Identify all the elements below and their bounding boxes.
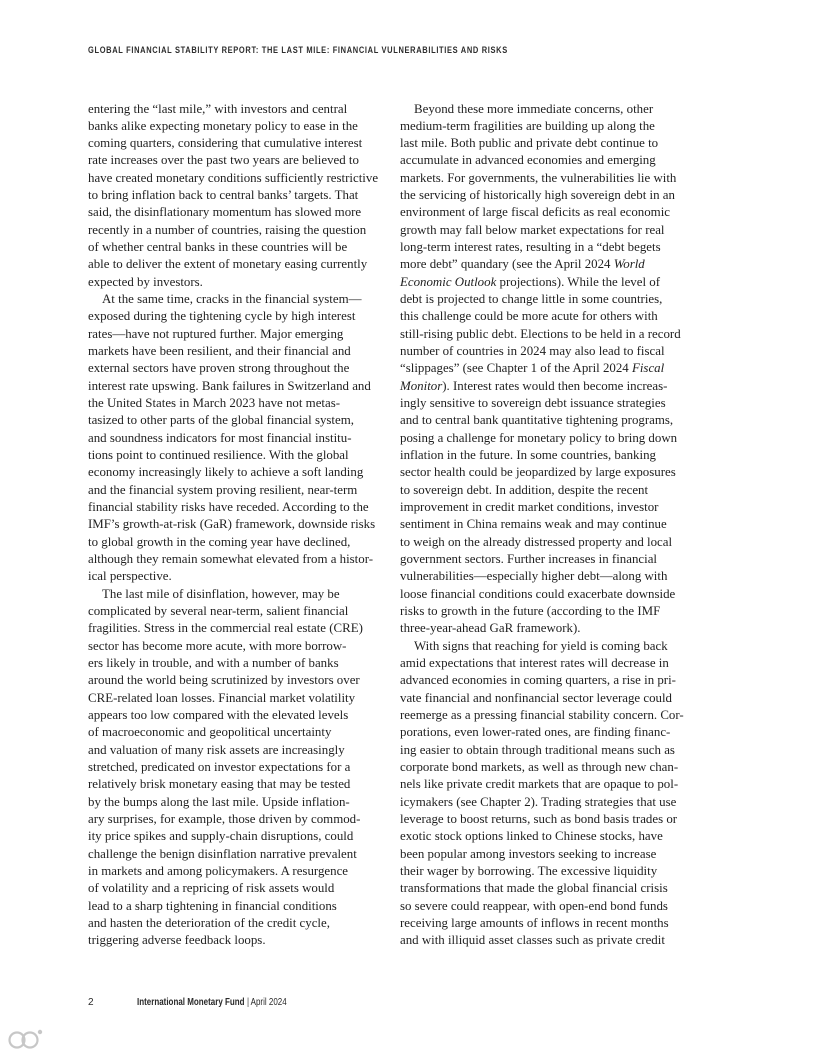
line-text: debt is projected to change little in some countries,	[400, 292, 663, 307]
text-line	[400, 239, 692, 256]
text-line	[400, 742, 692, 759]
text-line	[400, 638, 692, 655]
line-text: leverage to boost returns, such as bond basis trades or	[400, 811, 678, 826]
footer-imprint	[137, 997, 287, 1009]
text-line	[400, 932, 692, 949]
line-text: and hasten the deterioration of the credit cycle,	[88, 915, 330, 930]
line-text: around the world being scrutinized by investors over	[88, 673, 360, 688]
line-text: financial stability risks have receded. According to the	[88, 500, 369, 515]
line-text: still-rising public debt. Elections to be held in a record	[400, 326, 681, 341]
line-text: have created monetary conditions sufficiently restrictive	[88, 170, 379, 185]
line-text: rate increases over the past two years are believed to	[88, 153, 359, 168]
text-line	[88, 880, 380, 897]
line-text: to global growth in the coming year have declined,	[88, 534, 351, 549]
text-line	[88, 360, 380, 377]
text-line	[400, 482, 692, 499]
text-line	[400, 672, 692, 689]
text-line	[400, 360, 692, 377]
text-line	[88, 326, 380, 343]
italic-publication-title: Monitor	[400, 378, 443, 393]
text-line	[400, 187, 692, 204]
line-text: exposed during the tightening cycle by high interest	[88, 309, 356, 324]
line-text: interest rate upswing. Bank failures in Switzerland and	[88, 378, 371, 393]
text-line	[88, 412, 380, 429]
line-text: environment of large fiscal deficits as real economic	[400, 205, 670, 220]
text-line	[400, 724, 692, 741]
text-line	[400, 101, 692, 118]
text-line	[88, 846, 380, 863]
text-line	[88, 170, 380, 187]
text-line	[88, 274, 380, 291]
text-line	[88, 308, 380, 325]
text-line	[400, 568, 692, 585]
text-line	[88, 724, 380, 741]
text-line	[88, 222, 380, 239]
line-text: CRE-related loan losses. Financial market volatility	[88, 690, 356, 705]
text-line	[400, 655, 692, 672]
line-text: markets. For governments, the vulnerabilities lie with	[400, 170, 677, 185]
line-text: of whether central banks in these countries will be	[88, 240, 348, 255]
line-text: loose financial conditions could exacerbate downside	[400, 586, 676, 601]
line-text: ). Interest rates would then become increas-	[442, 378, 668, 393]
text-line	[88, 586, 380, 603]
text-line	[88, 395, 380, 412]
text-line	[400, 620, 692, 637]
line-text: economy increasingly likely to achieve a soft landing	[88, 465, 364, 480]
line-text: reemerge as a pressing financial stability concern. Cor-	[400, 707, 684, 722]
text-line	[88, 828, 380, 845]
text-line	[400, 586, 692, 603]
line-text: challenge the benign disinflation narrative prevalent	[88, 846, 357, 861]
text-line	[88, 204, 380, 221]
line-text: porations, even lower-rated ones, are finding financ-	[400, 725, 671, 740]
line-text: number of countries in 2024 may also lead to fiscal	[400, 344, 665, 359]
line-text: rates—have not ruptured further. Major emerging	[88, 326, 344, 341]
text-line	[88, 672, 380, 689]
text-line	[400, 880, 692, 897]
italic-publication-title: World	[613, 257, 645, 272]
text-line	[400, 222, 692, 239]
line-text: ingly sensitive to sovereign debt issuance strategies	[400, 396, 666, 411]
text-line	[88, 655, 380, 672]
line-text: coming quarters, considering that cumulative interest	[88, 136, 363, 151]
paragraph	[88, 101, 380, 292]
paragraph	[400, 638, 692, 950]
line-text: stretched, predicated on investor expectations for a	[88, 759, 351, 774]
line-text: of volatility and a repricing of risk assets would	[88, 881, 335, 896]
line-text: ary surprises, for example, those driven by commod-	[88, 811, 361, 826]
line-text: vulnerabilities—especially higher debt—along with	[400, 569, 668, 584]
line-text: tions point to continued resilience. With the global	[88, 448, 349, 463]
watermark-logo	[6, 1026, 46, 1052]
line-text: At the same time, cracks in the financial system—	[102, 292, 362, 307]
running-header: GLOBAL FINANCIAL STABILITY REPORT: THE LAST MILE: FINANCIAL VULNERABILITIES AND RISKS	[88, 45, 508, 55]
text-line	[400, 759, 692, 776]
line-text: and with illiquid asset classes such as private credit	[400, 933, 665, 948]
line-text: ing easier to obtain through traditional means such as	[400, 742, 675, 757]
line-text: ical perspective.	[88, 569, 172, 584]
line-text: growth may fall below market expectations for real	[400, 222, 665, 237]
text-line	[400, 707, 692, 724]
line-text: said, the disinflationary momentum has slowed more	[88, 205, 362, 220]
line-text: inflation in the future. In some countries, banking	[400, 448, 656, 463]
text-line	[88, 915, 380, 932]
text-line	[400, 170, 692, 187]
text-line	[88, 482, 380, 499]
line-text: in markets and among policymakers. A resurgence	[88, 863, 349, 878]
line-text: of macroeconomic and geopolitical uncertainty	[88, 725, 332, 740]
line-text: able to deliver the extent of monetary easing currently	[88, 257, 368, 272]
text-line	[400, 430, 692, 447]
text-line	[88, 638, 380, 655]
line-text: projections). While the level of	[496, 274, 661, 289]
line-text: last mile. Both public and private debt continue to	[400, 136, 659, 151]
line-text: complicated by several near-term, salient financial	[88, 604, 349, 619]
line-text: receiving large amounts of inflows in recent months	[400, 915, 669, 930]
text-line	[88, 534, 380, 551]
line-text: icymakers (see Chapter 2). Trading strategies that use	[400, 794, 677, 809]
text-line	[88, 152, 380, 169]
text-line	[400, 256, 692, 273]
text-line	[88, 603, 380, 620]
line-text: this challenge could be more acute for others with	[400, 309, 658, 324]
text-line	[88, 568, 380, 585]
line-text: and soundness indicators for most financial institu-	[88, 430, 352, 445]
text-line	[400, 204, 692, 221]
line-text: markets have been resilient, and their financial and	[88, 344, 351, 359]
line-text: so severe could reappear, with open-end bond funds	[400, 898, 668, 913]
line-text: advanced economies in coming quarters, a rise in pri-	[400, 673, 676, 688]
line-text: long-term interest rates, resulting in a “debt begets	[400, 240, 661, 255]
line-text: accumulate in advanced economies and emerging	[400, 153, 656, 168]
line-text: ers likely in trouble, and with a number of banks	[88, 656, 339, 670]
text-line	[400, 378, 692, 395]
text-line	[88, 256, 380, 273]
text-line	[400, 828, 692, 845]
text-line	[400, 274, 692, 291]
line-text: nels like private credit markets that are opaque to pol-	[400, 777, 679, 792]
text-line	[88, 118, 380, 135]
text-line	[88, 776, 380, 793]
text-line	[400, 152, 692, 169]
text-line	[400, 690, 692, 707]
page-footer	[88, 997, 488, 1009]
line-text: sector health could be jeopardized by large exposures	[400, 465, 676, 480]
italic-publication-title: Fiscal	[631, 361, 665, 376]
line-text: posing a challenge for monetary policy to bring down	[400, 430, 678, 445]
text-line	[400, 395, 692, 412]
paragraph	[400, 101, 692, 638]
text-line	[88, 499, 380, 516]
text-line	[400, 776, 692, 793]
left-text-column	[88, 101, 380, 950]
text-line	[400, 863, 692, 880]
line-text: to weigh on the already distressed property and local	[400, 534, 673, 549]
text-line	[400, 308, 692, 325]
text-line	[88, 794, 380, 811]
text-line	[88, 863, 380, 880]
line-text: to sovereign debt. In addition, despite the recent	[400, 482, 649, 497]
text-line	[400, 603, 692, 620]
text-line	[88, 516, 380, 533]
line-text: banks alike expecting monetary policy to ease in the	[88, 118, 358, 133]
line-text: improvement in credit market conditions, investor	[400, 500, 659, 515]
line-text: recently in a number of countries, raising the question	[88, 222, 367, 237]
watermark-logo-icon	[6, 1026, 46, 1052]
text-line	[400, 499, 692, 516]
line-text: vate financial and nonfinancial sector leverage could	[400, 690, 673, 705]
line-text: to bring inflation back to central banks’ targets. That	[88, 188, 359, 203]
line-text: fragilities. Stress in the commercial real estate (CRE)	[88, 621, 363, 636]
line-text: and to central bank quantitative tightening programs,	[400, 413, 674, 428]
line-text: amid expectations that interest rates will decrease in	[400, 656, 669, 670]
text-line	[88, 378, 380, 395]
line-text: corporate bond markets, as well as through new chan-	[400, 759, 679, 774]
text-line	[88, 620, 380, 637]
text-line	[400, 464, 692, 481]
line-text: risks to growth in the future (according to the IMF	[400, 604, 661, 619]
publication-date: April 2024	[250, 997, 287, 1008]
line-text: medium-term fragilities are building up along the	[400, 118, 655, 133]
line-text: sector has become more acute, with more borrow-	[88, 638, 347, 653]
line-text: The last mile of disinflation, however, may be	[102, 586, 340, 601]
text-line	[400, 898, 692, 915]
text-line	[400, 915, 692, 932]
page-number: 2	[88, 997, 94, 1008]
right-text-column	[400, 101, 692, 950]
text-line	[88, 187, 380, 204]
text-line	[88, 932, 380, 949]
line-text: “slippages” (see Chapter 1 of the April 2024	[400, 361, 632, 376]
text-line	[88, 101, 380, 118]
line-text: With signs that reaching for yield is coming back	[414, 638, 668, 653]
line-text: the servicing of historically high sovereign debt in an	[400, 188, 675, 203]
text-line	[400, 326, 692, 343]
text-line	[88, 430, 380, 447]
text-line	[400, 135, 692, 152]
text-line	[88, 707, 380, 724]
text-line	[88, 447, 380, 464]
text-line	[88, 135, 380, 152]
line-text: IMF’s growth-at-risk (GaR) framework, downside risks	[88, 517, 376, 532]
line-text: three-year-ahead GaR framework).	[400, 621, 581, 636]
text-line	[88, 343, 380, 360]
text-line	[88, 759, 380, 776]
line-text: expected by investors.	[88, 274, 203, 289]
text-line	[88, 690, 380, 707]
text-line	[88, 742, 380, 759]
line-text: tasized to other parts of the global financial system,	[88, 413, 354, 428]
line-text: external sectors have proven strong throughout the	[88, 361, 350, 376]
paragraph	[88, 586, 380, 950]
line-text: been popular among investors seeking to increase	[400, 846, 657, 861]
line-text: Beyond these more immediate concerns, other	[414, 101, 654, 116]
text-line	[88, 898, 380, 915]
line-text: exotic stock options linked to Chinese stocks, have	[400, 829, 663, 844]
line-text: the United States in March 2023 have not metas-	[88, 396, 341, 411]
text-line	[400, 551, 692, 568]
text-line	[400, 516, 692, 533]
line-text: by the bumps along the last mile. Upside inflation-	[88, 794, 350, 809]
paragraph	[88, 291, 380, 586]
text-line	[400, 447, 692, 464]
text-line	[88, 291, 380, 308]
text-line	[400, 118, 692, 135]
text-line	[88, 239, 380, 256]
text-line	[400, 343, 692, 360]
line-text: their wager by borrowing. The excessive liquidity	[400, 863, 658, 878]
line-text: transformations that made the global financial crisis	[400, 881, 668, 896]
text-line	[400, 794, 692, 811]
line-text: entering the “last mile,” with investors and central	[88, 101, 348, 116]
text-line	[400, 291, 692, 308]
publisher-name: International Monetary Fund	[137, 997, 245, 1008]
line-text: triggering adverse feedback loops.	[88, 933, 266, 948]
line-text: ity price spikes and supply-chain disruptions, could	[88, 829, 354, 844]
line-text: appears too low compared with the elevated levels	[88, 707, 349, 722]
text-line	[400, 846, 692, 863]
line-text: although they remain somewhat elevated from a histor-	[88, 552, 374, 567]
footer-separator: |	[246, 997, 250, 1008]
text-line	[88, 811, 380, 828]
line-text: government sectors. Further increases in financial	[400, 552, 658, 567]
line-text: lead to a sharp tightening in financial conditions	[88, 898, 337, 913]
line-text: relatively brisk monetary easing that may be tested	[88, 777, 351, 792]
text-line	[88, 464, 380, 481]
text-line	[400, 811, 692, 828]
text-line	[88, 551, 380, 568]
text-line	[400, 534, 692, 551]
line-text: sentiment in China remains weak and may continue	[400, 517, 667, 532]
line-text: and the financial system proving resilient, near-term	[88, 482, 358, 497]
text-line	[400, 412, 692, 429]
line-text: more debt” quandary (see the April 2024	[400, 257, 614, 272]
italic-publication-title: Economic Outlook	[400, 274, 497, 289]
line-text: and valuation of many risk assets are increasingly	[88, 742, 345, 757]
